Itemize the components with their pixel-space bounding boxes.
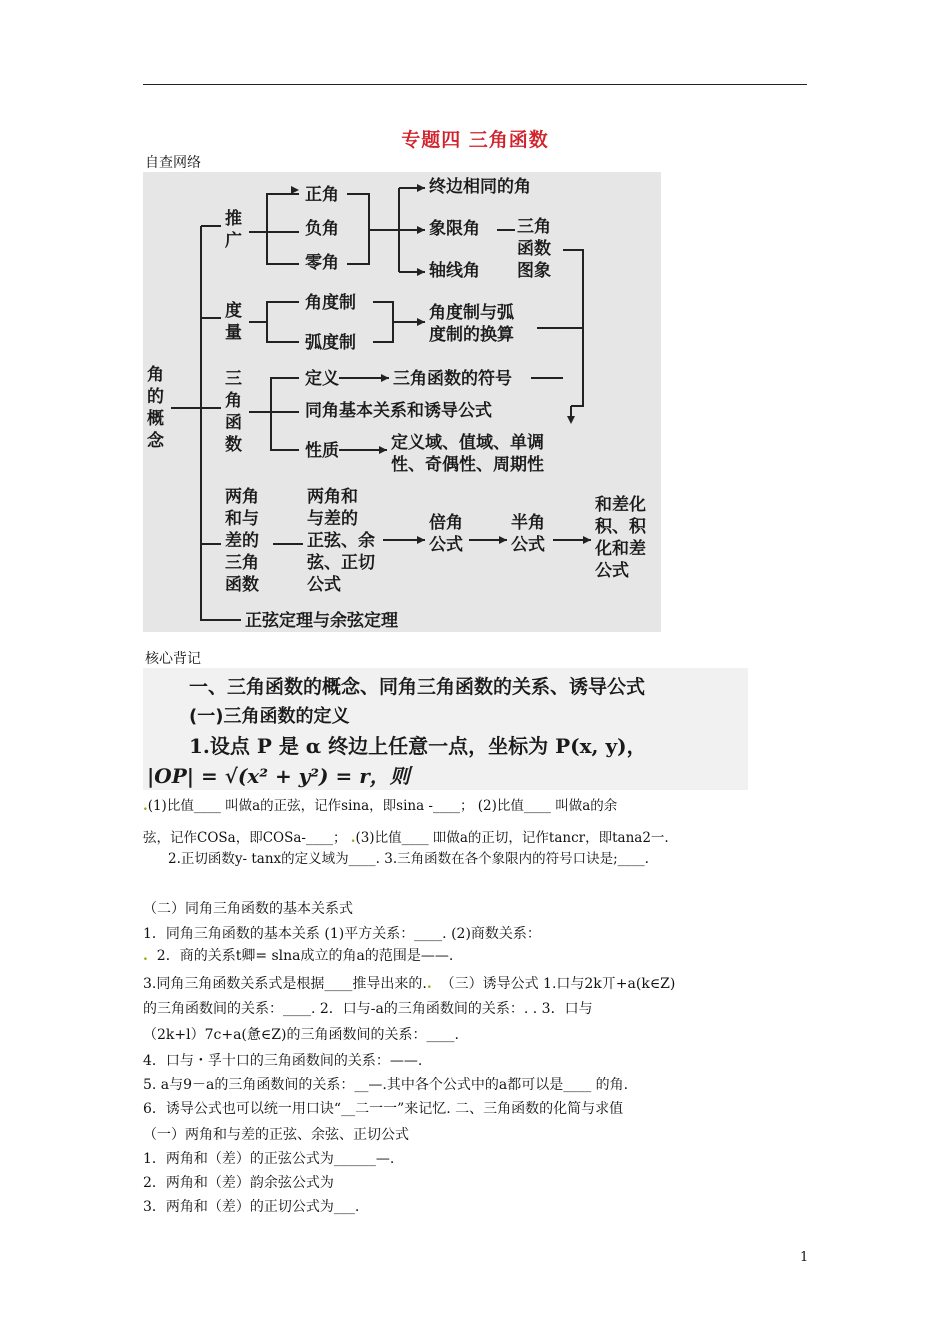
node-formula-3: 正弦、余 (307, 531, 375, 551)
node-sine-cosine-law: 正弦定理与余弦定理 (245, 611, 398, 631)
text-line-9: （2k+l）7c+a(惫∈Z)的三角函数间的关系：____. (143, 1027, 459, 1043)
concept-network-diagram (143, 172, 661, 632)
node-axis-angle: 轴线角 (429, 261, 480, 281)
node-formula-1: 两角和 (307, 487, 358, 507)
node-formula-2: 与差的 (307, 509, 358, 529)
node-positive-angle: 正角 (305, 185, 339, 205)
scan-heading: 一、三角函数的概念、同角三角函数的关系、诱导公式 (189, 676, 646, 698)
node-conversion-1: 角度制与弧 (429, 303, 514, 323)
node-sumdiff-2: 和与 (225, 509, 259, 529)
node-double-2: 公式 (429, 535, 463, 555)
node-root-3: 概 (147, 409, 164, 429)
node-trig-4: 数 (225, 435, 242, 455)
section-self-check-network: 自查网络 (145, 155, 201, 171)
node-product-3: 化和差 (595, 539, 646, 559)
node-double-1: 倍角 (429, 513, 463, 533)
node-negative-angle: 负角 (305, 219, 339, 239)
text-line-3: 2.正切函数y- tanx的定义域为____. 3.三角函数在各个象限内的符号口诀是;____. (168, 851, 649, 867)
node-root-4: 念 (147, 431, 164, 451)
node-degree: 角度制 (305, 293, 356, 313)
node-half-2: 公式 (511, 535, 545, 555)
text-line-2: 弦，记作COSa，即COSa-____； .(3)比值____ 吅做a的正切，记作tancr，即tana2一. (143, 830, 669, 846)
scanned-excerpt (143, 668, 748, 790)
node-sign: 三角函数的符号 (393, 369, 512, 389)
node-measure-1: 度 (225, 301, 242, 321)
text-line-12: 6．诱导公式也可以统一用口诀“__二一一”来记忆. 二、三角函数的化简与求值 (143, 1101, 624, 1117)
text-line-5: 1．同角三角函数的基本关系 (1)平方关系：____. (2)商数关系： (143, 926, 541, 942)
scan-line-4: |OP| = √(x² + y²) = r，则 (147, 764, 410, 788)
node-extend-2: 广 (225, 231, 242, 251)
node-sumdiff-4: 三角 (225, 553, 259, 573)
node-radian: 弧度制 (305, 333, 356, 353)
text-line-8: 的三角函数间的关系：____. 2．口与-a的三角函数间的关系：. . 3．口与 (143, 1001, 593, 1017)
node-graph-2: 函数 (517, 239, 551, 259)
node-trig-2: 角 (225, 391, 242, 411)
node-graph-3: 图象 (517, 261, 551, 281)
node-property: 性质 (305, 441, 339, 461)
node-trig-1: 三 (225, 369, 242, 389)
text-line-15: 2．两角和（差）韵余弦公式为 (143, 1175, 334, 1191)
node-graph-1: 三角 (517, 217, 551, 237)
node-formula-5: 公式 (307, 575, 341, 595)
node-root-1: 角 (147, 365, 164, 385)
node-conversion-2: 度制的换算 (429, 325, 514, 345)
node-sumdiff-5: 函数 (225, 575, 259, 595)
node-definition: 定义 (305, 369, 339, 389)
text-line-6: . 2．商的关系t卿= slna成立的角a的范围是——. (143, 948, 454, 964)
node-prop-list-1: 定义域、值域、单调 (391, 433, 544, 453)
page-number: 1 (800, 1250, 809, 1265)
node-measure-2: 量 (225, 323, 242, 343)
node-trig-3: 函 (225, 413, 242, 433)
text-line-11: 5. a与9－a的三角函数间的关系：__—.其中各个公式中的a都可以是____ 的角. (143, 1077, 629, 1093)
node-zero-angle: 零角 (305, 253, 339, 273)
text-line-7: 3.同角三角函数关系式是根据____推导出来的.. （三）诱导公式 1.口与2k丌+a(k∈Z) (143, 976, 676, 992)
scan-subheading: (一)三角函数的定义 (189, 706, 350, 727)
text-line-13: （一）两角和与差的正弦、余弦、正切公式 (143, 1127, 409, 1143)
text-line-14: 1．两角和（差）的正弦公式为______—. (143, 1151, 395, 1167)
node-root-2: 的 (147, 387, 164, 407)
text-line-4: （二）同角三角函数的基本关系式 (143, 901, 353, 917)
node-half-1: 半角 (511, 513, 545, 533)
node-product-4: 公式 (595, 561, 629, 581)
node-sumdiff-3: 差的 (225, 531, 259, 551)
scan-line-3: 1.设点 P 是 α 终边上任意一点，坐标为 P(x, y)， (189, 734, 647, 758)
node-coterminal: 终边相同的角 (429, 177, 531, 197)
page-title: 专题四 三角函数 (401, 129, 549, 151)
node-extend-1: 推 (225, 209, 242, 229)
node-quadrant-angle: 象限角 (429, 219, 480, 239)
text-line-10: 4．口与・孚十口的三角函数间的关系：——. (143, 1053, 423, 1069)
node-prop-list-2: 性、奇偶性、周期性 (391, 455, 544, 475)
node-product-1: 和差化 (595, 495, 646, 515)
node-sumdiff-1: 两角 (225, 487, 259, 507)
text-line-16: 3．两角和（差）的正切公式为___. (143, 1199, 360, 1215)
header-rule (143, 84, 807, 85)
text-line-1: .(1)比值____ 叫做a的正弦，记作sina，即sina -____； (2)比值____ 叫做a的余 (143, 798, 618, 814)
node-relations: 同角基本关系和诱导公式 (305, 401, 492, 421)
section-core-memory: 核心背记 (145, 651, 201, 667)
node-formula-4: 弦、正切 (307, 553, 375, 573)
node-product-2: 积、积 (595, 517, 646, 537)
